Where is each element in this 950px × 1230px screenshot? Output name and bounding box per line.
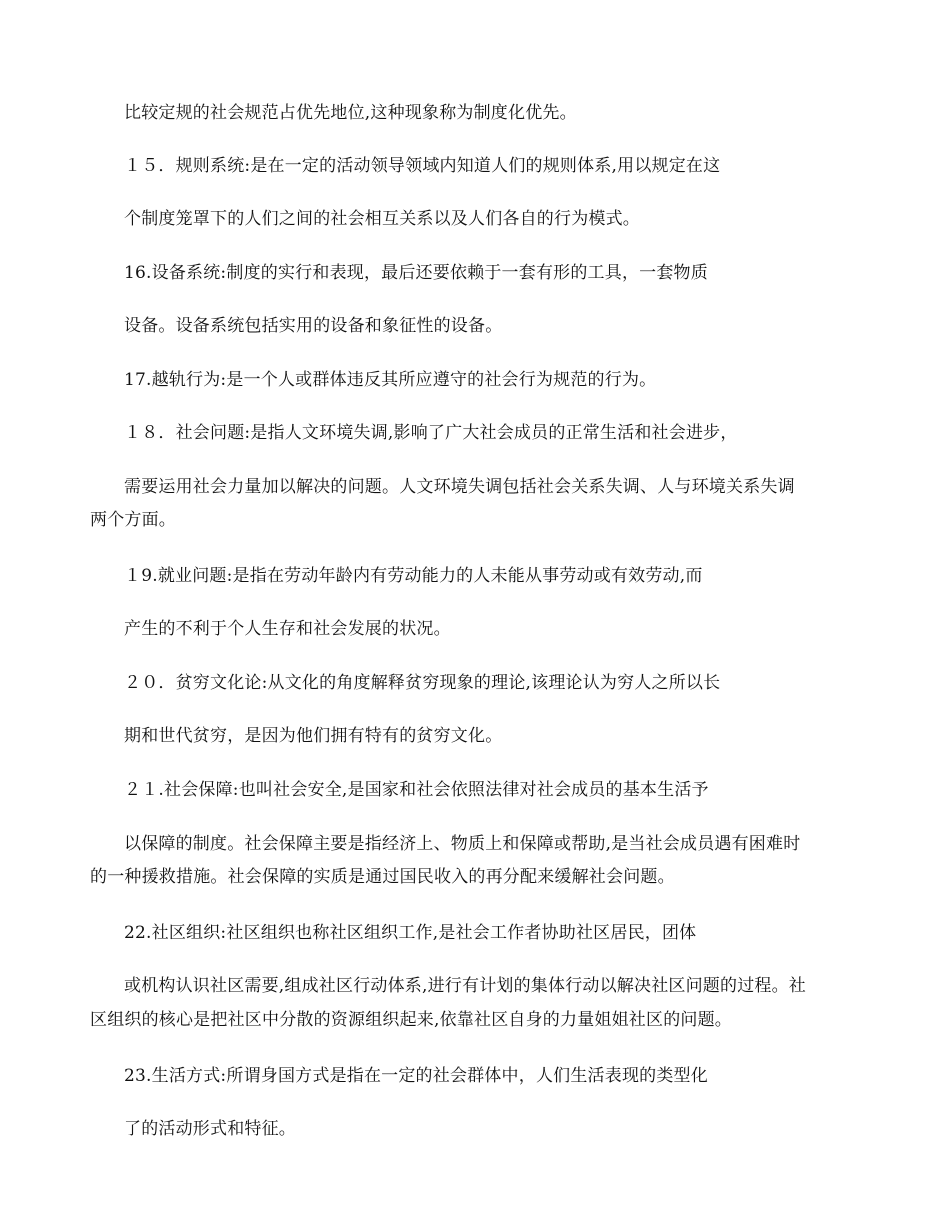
text-line: 以保障的制度。社会保障主要是指经济上、物质上和保障或帮助,是当社会成员遇有困难时 [124,834,801,854]
text-line: 17.越轨行为:是一个人或群体违反其所应遵守的社会行为规范的行为。 [124,370,657,390]
text-line: １9.就业问题:是指在劳动年龄内有劳动能力的人未能从事劳动或有效劳动,而 [124,566,703,586]
text-line: 了的活动形式和特征。 [124,1119,296,1139]
text-line: 设备。设备系统包括实用的设备和象征性的设备。 [124,316,503,336]
text-line: 22.社区组织:社区组织也称社区组织工作,是社会工作者协助社区居民，团体 [124,923,697,943]
text-line: 期和世代贫穷，是因为他们拥有特有的贫穷文化。 [124,726,503,746]
text-line: 比较定规的社会规范占优先地位,这种现象称为制度化优先。 [124,103,577,123]
text-line: 23.生活方式:所谓身国方式是指在一定的社会群体中，人们生活表现的类型化 [124,1066,708,1086]
text-line: １５．规则系统:是在一定的活动领导领域内知道人们的规则体系,用以规定在这 [124,156,721,176]
text-line: ２０．贫穷文化论:从文化的角度解释贫穷现象的理论,该理论认为穷人之所以长 [124,673,721,693]
text-line: 个制度笼罩下的人们之间的社会相互关系以及人们各自的行为模式。 [124,209,640,229]
text-line: ２１.社会保障:也叫社会安全,是国家和社会依照法律对社会成员的基本生活予 [124,780,709,800]
text-line: 或机构认识社区需要,组成社区行动体系,进行有计划的集体行动以解决社区问题的过程。社 [124,976,807,996]
text-line: 需要运用社会力量加以解决的问题。人文环境失调包括社会关系失调、人与环境关系失调 [124,477,795,497]
text-line: 16.设备系统:制度的实行和表现，最后还要依赖于一套有形的工具，一套物质 [124,263,708,283]
text-line: 两个方面。 [90,510,176,530]
text-line: 产生的不利于个人生存和社会发展的状况。 [124,619,451,639]
text-line: 区组织的核心是把社区中分散的资源组织起来,依靠社区自身的力量姐姐社区的问题。 [90,1010,733,1030]
text-line: 的一种援救措施。社会保障的实质是通过国民收入的再分配来缓解社会问题。 [90,867,675,887]
text-line: １８．社会问题:是指人文环境失调,影响了广大社会成员的正常生活和社会进步， [124,423,738,443]
